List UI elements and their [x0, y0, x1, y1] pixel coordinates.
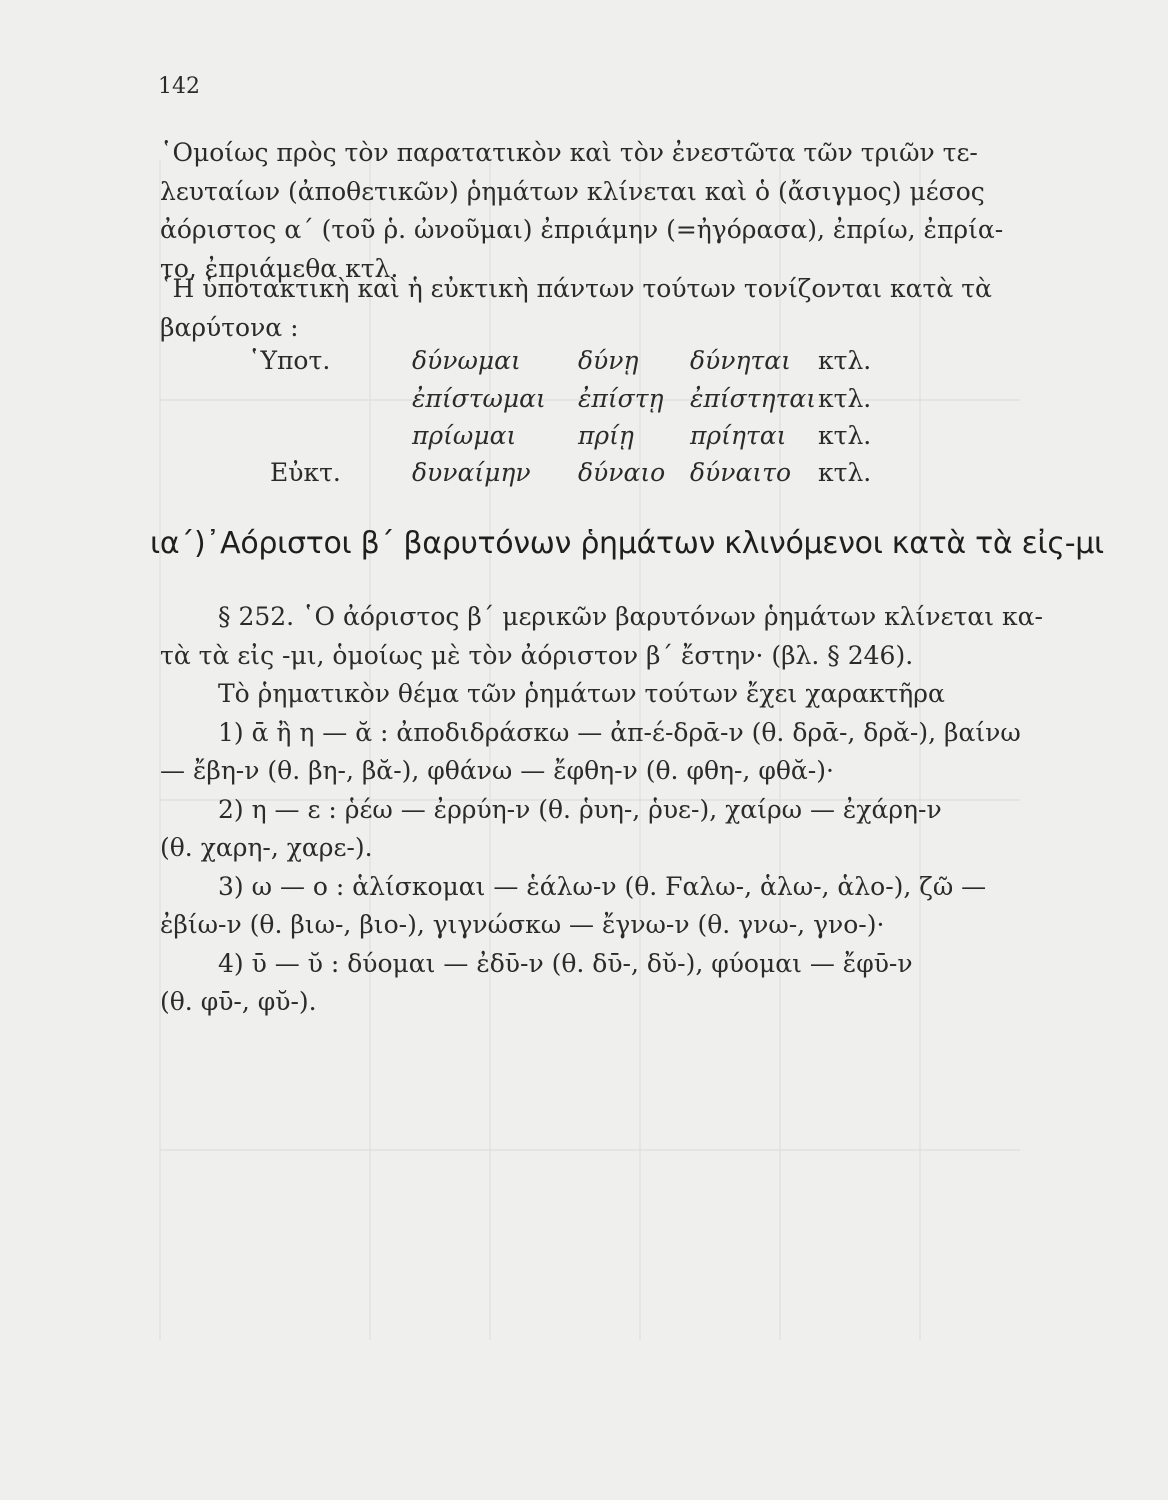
- conj-cell: πρίωμαι: [412, 421, 517, 450]
- conj-cell: δύνηται: [690, 346, 791, 375]
- conj-cell: ἐπίστηται: [690, 384, 817, 413]
- conj-cell: κτλ.: [818, 384, 872, 413]
- conj-cell: ἐπίστωμαι: [412, 384, 546, 413]
- conj-cell: κτλ.: [818, 346, 872, 375]
- paragraph-aorist-deponents: [160, 134, 1008, 288]
- text-line: ἐβίω-ν (θ. βιω-, βιο-), γιγνώσκω — ἔγνω-ν (θ. γνω-, γνο-)·: [160, 910, 885, 939]
- text-line: 1) ᾱ ἢ η — ᾰ : ἀποδιδράσκω — ἀπ-έ-δρᾱ-ν (θ. δρᾱ-, δρᾰ-), βαίνω: [218, 717, 1021, 747]
- text-line: (θ. φῡ-, φῠ-).: [160, 987, 317, 1016]
- text-line: ἀόριστος α΄ (τοῦ ῥ. ὠνοῦμαι) ἐπριάμην (=ἠγόρασα), ἐπρίω, ἐπρία-: [160, 215, 1004, 244]
- text-line: 3) ω — ο : ἁλίσκομαι — ἑάλω-ν (θ. Ϝαλω-, ἁλω-, ἁλο-), ζῶ —: [218, 871, 987, 901]
- paragraph-accentuation: [160, 270, 1008, 347]
- text-line: 4) ῡ — ῠ : δύομαι — ἐδῡ-ν (θ. δῡ-, δῠ-), φύομαι — ἔφῡ-ν: [218, 948, 913, 978]
- conj-cell: δύναιο: [578, 458, 666, 487]
- conj-cell: πρίηται: [690, 421, 787, 450]
- text-line: βαρύτονα :: [160, 312, 299, 342]
- text-line: Τὸ ῥηματικὸν θέμα τῶν ῥημάτων τούτων ἔχει χαρακτῆρα: [218, 679, 945, 708]
- conj-cell: δύνωμαι: [412, 346, 521, 375]
- section-heading: ια΄)᾿Αόριστοι β΄ βαρυτόνων ῥημάτων κλινόμενοι κατὰ τὰ εἰς-μι: [150, 526, 1104, 561]
- section-252-body: [160, 598, 1043, 1022]
- subjunctive-label: ῾Υποτ.: [248, 346, 331, 375]
- conj-cell: ἐπίστῃ: [578, 384, 664, 413]
- text-line: λευταίων (ἀποθετικῶν) ῥημάτων κλίνεται καὶ ὁ (ἄσιγμος) μέσος: [160, 176, 985, 206]
- optative-label: Εὐκτ.: [270, 458, 341, 487]
- page-number: 142: [158, 74, 200, 99]
- conj-cell: κτλ.: [818, 458, 872, 487]
- conj-cell: δυναίμην: [412, 458, 531, 487]
- text-line: το, ἐπριάμεθα κτλ.: [160, 253, 399, 283]
- text-line: § 252. ῾Ο ἀόριστος β΄ μερικῶν βαρυτόνων ῥημάτων κλίνεται κα-: [218, 602, 1043, 631]
- conj-cell: δύνῃ: [578, 346, 639, 375]
- conj-cell: δύναιτο: [690, 458, 792, 487]
- text-line: ῾Ομοίως πρὸς τὸν παρατατικὸν καὶ τὸν ἐνεστῶτα τῶν τριῶν τε-: [160, 138, 978, 167]
- conj-cell: πρίῃ: [578, 421, 634, 450]
- text-line: τὰ τὰ εἰς -μι, ὁμοίως μὲ τὸν ἀόριστον β΄ ἔστην· (βλ. § 246).: [160, 640, 914, 670]
- conj-cell: κτλ.: [818, 421, 872, 450]
- text-line: 2) η — ε : ῥέω — ἐρρύη-ν (θ. ῥυη-, ῥυε-), χαίρω — ἐχάρη-ν: [218, 794, 942, 824]
- text-line: ῾Η ὑποτακτικὴ καὶ ἡ εὐκτικὴ πάντων τούτων τονίζονται κατὰ τὰ: [160, 274, 992, 303]
- text-line: (θ. χαρη-, χαρε-).: [160, 833, 373, 862]
- text-line: — ἔβη-ν (θ. βη-, βᾰ-), φθάνω — ἔφθη-ν (θ. φθη-, φθᾰ-)·: [160, 756, 834, 785]
